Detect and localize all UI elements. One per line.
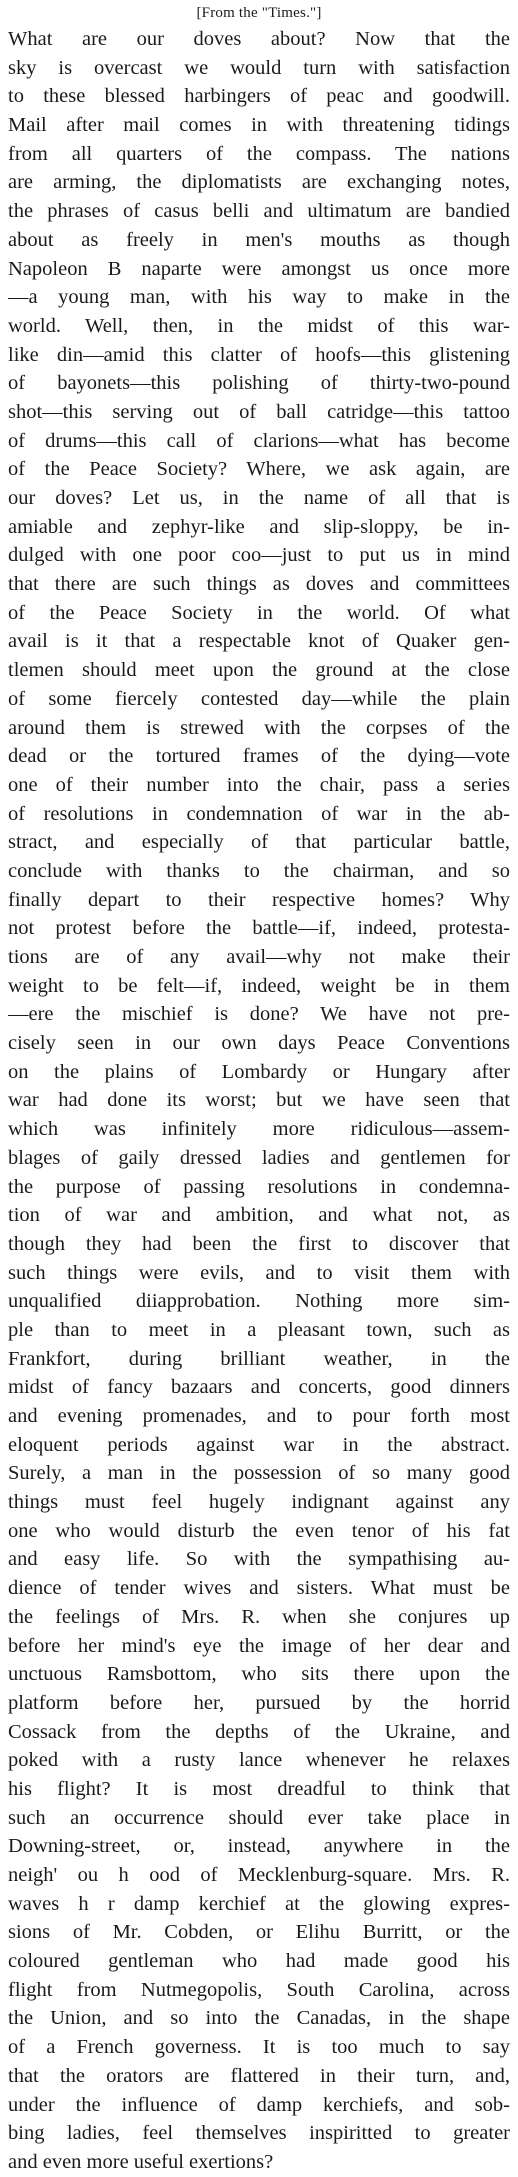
article-line: midst of fancy bazaars and concerts, good dinners	[8, 1376, 510, 1399]
article-line: and easy life. So with the sympathising au-	[8, 1548, 510, 1571]
article-line: weight to be felt—if, indeed, weight be in them	[8, 974, 510, 997]
article-line: of resolutions in condemnation of war in the ab-	[8, 802, 510, 825]
article-line: like din—amid this clatter of hoofs—this glistening	[8, 343, 510, 366]
article-body	[8, 25, 510, 2177]
article-line: the phrases of casus belli and ultimatum are bandied	[8, 200, 510, 223]
article-line: neigh' ou h ood of Mecklenburg-square. Mrs. R.	[8, 1864, 510, 1886]
article-line: which was infinitely more ridiculous—assem-	[8, 1118, 510, 1141]
article-line: the purpose of passing resolutions in condemna-	[8, 1175, 510, 1198]
article-line: before her mind's eye the image of her dear and	[8, 1634, 510, 1657]
article-line: cisely seen in our own days Peace Conventions	[8, 1032, 510, 1055]
article-line: under the influence of damp kerchiefs, and sob-	[8, 2093, 510, 2116]
article-line: blages of gaily dressed ladies and gentlemen for	[8, 1146, 510, 1169]
article-line: of drums—this call of clarions—what has become	[8, 429, 510, 452]
article-line: of some fiercely contested day—while the plain	[8, 687, 510, 710]
article-line: such things were evils, and to visit them with	[8, 1261, 510, 1284]
article-line: unqualified diiapprobation. Nothing more sim-	[8, 1290, 510, 1313]
article-line: shot—this serving out of ball catridge—this tattoo	[8, 400, 510, 423]
article-line: waves h r damp kerchief at the glowing expres-	[8, 1892, 510, 1915]
article-line: things must feel hugely indignant against any	[8, 1491, 510, 1514]
article-line: Napoleon B naparte were amongst us once more	[8, 257, 510, 280]
article-line: —a young man, with his way to make in the	[8, 286, 510, 309]
article-line: sions of Mr. Cobden, or Elihu Burritt, or the	[8, 1921, 510, 1944]
article-line: —ere the mischief is done? We have not pre-	[8, 1003, 510, 1026]
article-line: ple than to meet in a pleasant town, such as	[8, 1318, 510, 1341]
article-line: tion of war and ambition, and what not, as	[8, 1204, 510, 1227]
article-line: of a French governess. It is too much to say	[8, 2036, 510, 2059]
article-line: dience of tender wives and sisters. What must be	[8, 1577, 510, 1600]
article-line: eloquent periods against war in the abstract.	[8, 1433, 510, 1456]
article-line: from all quarters of the compass. The nations	[8, 142, 510, 165]
article-line: one who would disturb the even tenor of his fat	[8, 1519, 510, 1542]
article-line: and evening promenades, and to pour forth most	[8, 1405, 510, 1427]
article-line: the Union, and so into the Canadas, in the shape	[8, 2007, 510, 2030]
article-line: unctuous Ramsbottom, who sits there upon the	[8, 1663, 510, 1686]
article-line: though they had been the first to discover that	[8, 1232, 510, 1255]
article-line: of bayonets—this polishing of thirty-two-pound	[8, 372, 510, 395]
article-line: the feelings of Mrs. R. when she conjures up	[8, 1605, 510, 1628]
article-line: war had done its worst; but we have seen that	[8, 1089, 510, 1112]
article-line: Surely, a man in the possession of so many good	[8, 1462, 510, 1485]
article-line: one of their number into the chair, pass a series	[8, 773, 510, 796]
article-line: tlemen should meet upon the ground at the close	[8, 659, 510, 682]
article-line: conclude with thanks to the chairman, and so	[8, 859, 510, 882]
article-line: tions are of any avail—why not make their	[8, 946, 510, 968]
article-line: that there are such things as doves and committees	[8, 573, 510, 596]
article-line: stract, and especially of that particular battle,	[8, 831, 510, 854]
article-line: are arming, the diplomatists are exchanging notes,	[8, 171, 510, 194]
article-line: our doves? Let us, in the name of all that is	[8, 487, 510, 509]
article-line: sky is overcast we would turn with satisfaction	[8, 56, 510, 79]
article-line: that the orators are flattered in their turn, and,	[8, 2064, 510, 2087]
article-line: bing ladies, feel themselves inspiritted to greater	[8, 2122, 510, 2145]
source-attribution: [From the "Times."]	[196, 5, 322, 21]
article-line: Downing-street, or, instead, anywhere in the	[8, 1835, 510, 1858]
article-line: finally depart to their respective homes? Why	[8, 888, 510, 911]
article-line: dulged with one poor coo—just to put us in mind	[8, 544, 510, 567]
article-line: amiable and zephyr-like and slip-sloppy, be in-	[8, 515, 510, 538]
article-line: of the Peace Society in the world. Of what	[8, 601, 510, 624]
article-line: and even more useful exertions?	[8, 2150, 274, 2173]
article-line: Cossack from the depths of the Ukraine, and	[8, 1720, 510, 1743]
article-line: Mail after mail comes in with threatening tidings	[8, 114, 510, 137]
article-line: coloured gentleman who had made good his	[8, 1950, 510, 1973]
article-line: world. Well, then, in the midst of this war-	[8, 314, 510, 337]
article-line: on the plains of Lombardy or Hungary after	[8, 1060, 510, 1083]
article-line: not protest before the battle—if, indeed, protesta-	[8, 917, 510, 940]
article-line: dead or the tortured frames of the dying—vote	[8, 745, 510, 768]
article-line: What are our doves about? Now that the	[8, 28, 510, 50]
article-line: poked with a rusty lance whenever he relaxes	[8, 1749, 510, 1772]
article-line: his flight? It is most dreadful to think that	[8, 1777, 510, 1800]
article-line: about as freely in men's mouths as though	[8, 228, 510, 251]
article-line: such an occurrence should ever take place in	[8, 1806, 510, 1829]
article-line: flight from Nutmegopolis, South Carolina, across	[8, 1978, 510, 2001]
article-line: to these blessed harbingers of peac and goodwill.	[8, 85, 510, 108]
article-line: around them is strewed with the corpses of the	[8, 716, 510, 739]
article-line: of the Peace Society? Where, we ask again, are	[8, 458, 510, 481]
article-line: Frankfort, during brilliant weather, in the	[8, 1347, 510, 1370]
article-line: avail is it that a respectable knot of Quaker gen-	[8, 630, 510, 653]
article-line: platform before her, pursued by the horrid	[8, 1691, 510, 1714]
